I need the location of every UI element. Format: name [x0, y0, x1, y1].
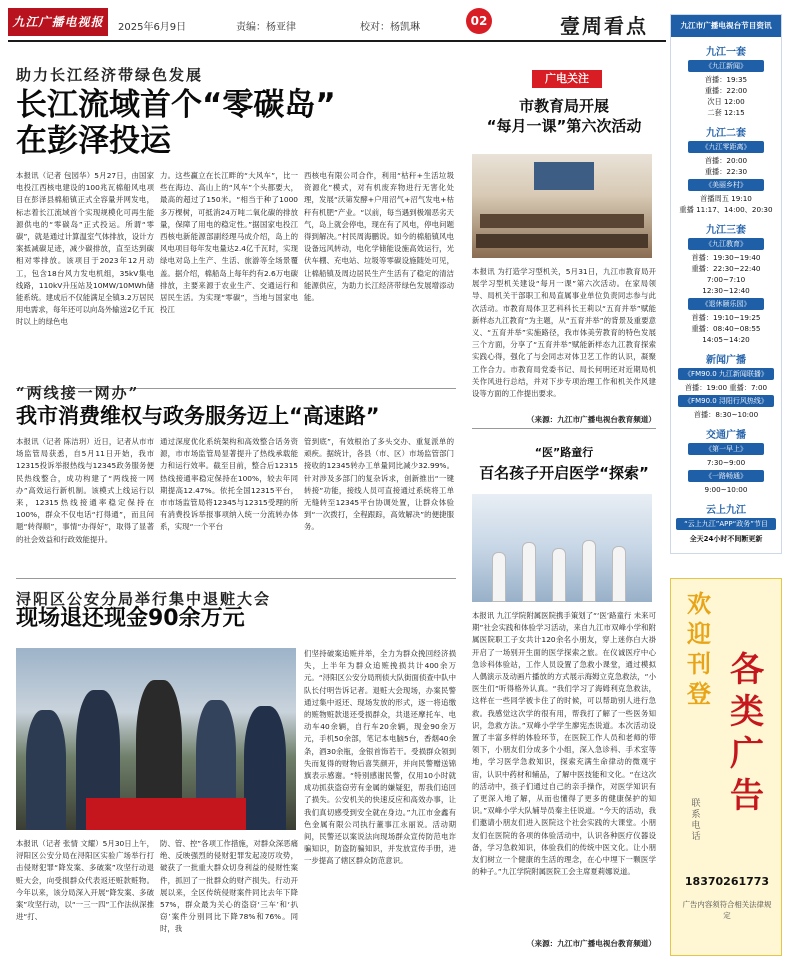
- photo-figure: [552, 548, 566, 602]
- story2-col3: 管到底”，有效根治了多头交办、重复派单的顽疾。据统计，各县（市、区）市场监管部门接收的12345转办工单量同比减少32.99%。针对涉及多部门的复杂诉求，创新推出“一键转接”功能，接线人员可直接通过系统将工单无缝转至12345平台协调处置，让群众体验到“一次拨打，全程跟踪，高效解决”的便捷服务。: [304, 437, 454, 532]
- channel-name: 云上九江: [706, 505, 746, 516]
- program-pill: 《FM90.0 九江新闻联播》: [678, 368, 774, 380]
- schedule-line: 9:00~10:00: [704, 485, 748, 494]
- schedule-line: 首播：19:30~19:40: [691, 253, 761, 262]
- schedule-line: 7:30~9:00: [706, 458, 746, 467]
- photo-figure: [612, 546, 626, 602]
- sidebar-footer: 全天24小时不间断更新: [689, 535, 763, 543]
- audience-row: [480, 214, 644, 228]
- photo-figure: [26, 710, 66, 830]
- schedule-line: 首播：8:30~10:00: [693, 410, 759, 419]
- newspaper-logo: 九江广播电视报: [8, 8, 108, 36]
- story1-headline: [16, 88, 336, 159]
- ad-contact-label: 联系电话: [691, 799, 701, 842]
- story5-source: （来源：九江市广播电视台教育频道）: [526, 939, 656, 948]
- police-ceremony-photo: [16, 648, 296, 830]
- story1-col3: 西核电有限公司合作，利用“枯秆+生活垃圾资源化”模式，对有机废弃物进行无害化处理，发展“沃第发酵+户用沼气+沼气发电+枯秆有机肥”产业。“以前，每当遇到极端恶劣天气，岛上就会停电，现在有了风电，停电问题得到解决。”村民周海鹏说。如今的棉船镇风电设备远风转动，电化学储能设施高效运行，光伏车棚、充电站、垃圾等零碳设施随处可见，让棉船镇及周边居民生产生活有了稳定的清洁能源供应，为助力长江经济带绿色发展增添动能。: [304, 171, 454, 303]
- section-badge: 广电关注: [532, 70, 602, 88]
- story5-body: 本报讯 九江学院附属医院携手策划了“‘医’路童行 未来可期”社会实践和体验学习活动，来自九江市双峰小学和附属医院职工子女共计120余名小朋友，穿上迷你白大褂开启了一场别开生面的医学探索之旅。在仪诚医疗中心急诊科体验站，工作人员设置了急救小课堂，通过模拟人偶演示及动画片播放的方式展示海姆立克急救法，“小医生们”听得格外认真。“我们学习了海姆利克急救法，这样在一些同学被卡住了的时候，可以帮助别人进行急救。我感觉这次学的很有用，帮我打了解了一些医务知识，急救方法。”双峰小学学生廖宪杰说道。本次活动设置了丰富多样的体验环节，在医院工作人员和老师的带领下，小朋友们分成多个小组，深入急诊科、手术室等地，学习医学急救知识，探索充满生命律动的微观宇宙，认识中药材和辅品，了解中医技能和文化。“在这次的活动中，孩子们通过自己的亲手操作，对医学知识有了更深入地了解，从而也懂得了更多的健康保护的知识。”双峰小学大队辅导员秦主任说道。“今天的活动，我们邀请小朋友们进入医院这个社会实践的大课堂。小朋友们在医院的各项的体验活动中，认识各种医疗仪器设备，学习急救知识，体验我们的传统中医文化。让小朋友们树立一个健康的生活的理念，在心中埋下一颗医学的种子。”九江学院附属医院工会主席夏莉娜说道。: [472, 611, 656, 877]
- schedule-line: 首播：20:00: [704, 156, 748, 165]
- ad-phone-number: 18370261773: [684, 875, 770, 888]
- photo-figure: [582, 540, 596, 602]
- story4-source: （来源：九江市广播电视台教育频道）: [526, 415, 656, 424]
- channel-name: 新闻广播: [706, 355, 746, 366]
- story3-col1: 本报讯（记者 张情 文耀）5月30日上午，浔阳区公安分局在浔阳区实验广场举行打击侵财犯罪“降发案、多破案”攻坚行动退赃大会，向受损群众代表返还赃款赃物。今年以来，该分局深入开展“降发案、多破案”攻坚行动，以“一三一四”工作法纵深推进“打、: [16, 839, 154, 922]
- story3-headline: 现场退还现金90余万元: [16, 606, 245, 631]
- schedule-line: 7:00~7:10: [706, 275, 746, 284]
- editor-credit: 责编：杨亚律: [236, 22, 296, 33]
- medical-activity-photo: [472, 494, 652, 602]
- audience-row: [476, 234, 648, 248]
- program-pill: 《退休颐乐园》: [688, 298, 764, 310]
- page-number-badge: 02: [466, 8, 492, 34]
- schedule-line: 重播：22:30: [704, 167, 748, 176]
- schedule-line: 首播：19:10~19:25: [691, 313, 761, 322]
- program-pill: 《FM90.0 浔阳行风热线》: [678, 395, 774, 407]
- photo-figure: [522, 542, 536, 602]
- schedule-line: 重播 11:17、14:00、20:30: [679, 205, 773, 214]
- red-banner: [86, 798, 246, 830]
- schedule-line: 14:05~14:20: [702, 335, 750, 344]
- sidebar-header: 九江市广播电视台节目资讯: [671, 15, 781, 37]
- schedule-line: 重播：22:30~22:40: [691, 264, 761, 273]
- proofreader-credit: 校对：杨凯琳: [360, 22, 420, 33]
- story1-col2: 力。这些赢立在长江畔的“大风车”，比一些在海边、高山上的“风车”个头都要大，最高的超过了150米。“相当于种了1000多万棵树，可抵消24万吨二氧化碳的排放量，保障了用电的稳定性。”据国家电投江西核电新能源部副经理马成介绍，岛上的风电项目每年发电量达2.4亿千瓦时，实现绿电对岛上生产、生活、旅游等全场景覆盖。据介绍，棉船岛上每年约有2.6万电碳排放，主要来源于农业生产、交通运行和居民生活。为实现“零碳”，当地与国家电投江: [160, 171, 298, 315]
- story3-col3: 们坚持破案追赃并举，全力为群众挽回经济损失，上半年为群众追赃挽损共计400余万元。“浔阳区公安分局刑侦大队街面侦查中队中队长付明告诉记者。退赃大会现场，办案民警通过集中返还、现场发放的形式，逐一将追缴的赃物赃款退还受损群众，共退还摩托车、电动车40余辆，自行车20余辆，现金90余万元，手机50余部，笔记本电脑5台，香烟40余条，酒30余瓶，金银首饰若干。受损群众领到失而复得的财物后喜笑颜开，并向民警赠送锦旗表示感谢。“特别感谢民警，仅用10小时就成功抓获盗窃劳有金属的嫌疑犯，帮我们追回了损失。公安机关的快速反应和高效办事，让我们真切感受到安全就在身边。”九江市金鑫有色金属有限公司执行董事江永丽说。活动期间，民警还以案说法向现场群众宣传防范电诈骗知识，防盗防骗知识，并发放宣传手册，进一步提高了辖区群众防范意识。: [304, 649, 456, 866]
- story2-kicker: “两线接一网办”: [16, 384, 140, 402]
- ad-legal-note: 广告内容须符合相关法律规定: [682, 900, 772, 920]
- story5-headline: 百名孩子开启医学“探索”: [479, 464, 649, 482]
- schedule-line: 首播：19:35: [704, 75, 748, 84]
- channel-name: 九江三套: [706, 225, 746, 236]
- story3-col2: 防、管、控”各项工作措施，对群众深恶痛绝、反映强烈的侵财犯罪发起凌厉攻势，破获了一批重大群众切身利益的侵财性案件，抓回了一批群众的财产损失。行动开展以来，全区传统侵财案件同比去年下降57%，群众最为关心的盗窃‘三车’和‘扒窃’案件分别同比下降78%和76%。同时，我: [160, 839, 298, 934]
- story4-title-line2: “每月一课”第六次活动: [486, 117, 642, 135]
- program-pill: 《美丽乡村》: [688, 179, 764, 191]
- story3-kicker: 浔阳区公安分局举行集中退赃大会: [16, 590, 272, 608]
- program-guide-sidebar: [670, 14, 782, 554]
- channel-name: 交通广播: [706, 430, 746, 441]
- ad-welcome-text: 欢迎刊登: [687, 590, 711, 708]
- story2-col2: 通过深度优化系统架构和高效整合话务资源，市市场监管局显著提升了热线承载能力和运行效率。截至目前，整合后12315热线接通率稳定保持在100%，较去年同期提高12.47%。依托全国12315平台，市市场监管局将12345与12315受理的所有消费投诉举报事项纳入统一分流转办体系，实现“一个平台: [160, 437, 298, 532]
- story1-col1: 本报讯（记者 包园华）5月27日，由国家电投江西核电建设的100兆瓦棉船风电项目在彭泽县棉船镇正式全容量并网发电，标志着长江流域首个实现规模化可再生能源供电的“零碳岛”正式投运。所谓“零碳”，就是通过计算温室气体排放，设计方案抵减碳足迹，减少碳排放，直至达到碳相对零排放。该项目于2023年12月动工，包含18台风力发电机组，35kV集电线路，110kV升压站及10MW/10MWh储能系统。建成后不仅能满足全镇3.2万居民用电需求，每年还可以向岛外输送2亿千瓦时以上的绿色电: [16, 171, 154, 327]
- page-section-title: 壹周看点: [560, 14, 648, 38]
- projector-screen: [534, 162, 594, 190]
- story1-title-line1: 长江流域首个“零碳岛”: [16, 87, 336, 123]
- program-pill: 《第一早上》: [688, 443, 764, 455]
- ad-headline: 各类广告: [730, 650, 764, 816]
- classroom-photo: [472, 154, 652, 258]
- schedule-line: 重播：08:40~08:55: [691, 324, 761, 333]
- story4-headline: [472, 96, 656, 136]
- schedule-line: 首播：19:00 重播：7:00: [684, 383, 768, 392]
- header-rule: [8, 40, 666, 42]
- story5-kicker: “医”路童行: [534, 446, 594, 459]
- photo-figure: [492, 552, 506, 602]
- story4-title-line1: 市教育局开展: [518, 97, 609, 115]
- program-pill: 《一路畅通》: [688, 470, 764, 482]
- story1-title-line2: 在彭泽投运: [16, 122, 171, 159]
- schedule-line: 首播周五 19:10: [700, 194, 752, 203]
- channel-name: 九江一套: [706, 47, 746, 58]
- channel-name: 九江二套: [706, 128, 746, 139]
- advertising-box: [670, 578, 782, 956]
- program-pill: 《九江教育》: [688, 238, 764, 250]
- schedule-line: 12:30~12:40: [702, 286, 750, 295]
- story2-col1: 本报讯（记者 陈洁玥）近日，记者从市市场监管局获悉，自5月11日开始，我市12315投诉举报热线与12345政务服务便民热线整合，成功构建了“两线接一网办”高效运行新机制。该模式上线运行以来，12315热线接通率稳定保持在100%，群众不仅电话“打得通”，而且问题“转得顺”，事情“办得好”，取得了显著的社会效益和行政效能提升。: [16, 437, 154, 544]
- section-divider: [16, 578, 456, 579]
- schedule-line: 二套 12:15: [707, 108, 745, 117]
- schedule-line: 重播：22:00: [704, 86, 748, 95]
- section-divider: [472, 428, 656, 429]
- photo-figure: [244, 706, 286, 830]
- program-pill: 《九江零距离》: [688, 141, 764, 153]
- program-pill: “云上九江”APP“政务”节目: [676, 518, 776, 530]
- schedule-line: 次日 12:00: [707, 97, 745, 106]
- issue-date: 2025年6月9日: [118, 22, 187, 33]
- story1-kicker: 助力长江经济带绿色发展: [16, 66, 204, 84]
- program-pill: 《九江新闻》: [688, 60, 764, 72]
- story2-headline: 我市消费维权与政务服务迈上“高速路”: [16, 404, 380, 428]
- story4-body: 本报讯 为打造学习型机关，5月31日，九江市教育局开展学习型机关建设“每月一课”第六次活动。在家局领导、局机关干部职工和局直属事业单位负责同志参与此次活动。市教育局体卫艺科科长王莉以“五育并举”赋能新样态九江教育”为主题，从“五育并举”的背景及重要意义、“五育并举”实施路径，我市体美劳教育的特色发展三个方面，分享了“五育并举”赋能新样态九江教育探索实践心得，强化了与会同志对体卫艺工作的认识，凝聚工作合力。市教育局党委书记、局长何明还对近期局机关作风进行总结，并对下步专项治理工作和机关作风建设等方面的工作提出要求。: [472, 267, 656, 399]
